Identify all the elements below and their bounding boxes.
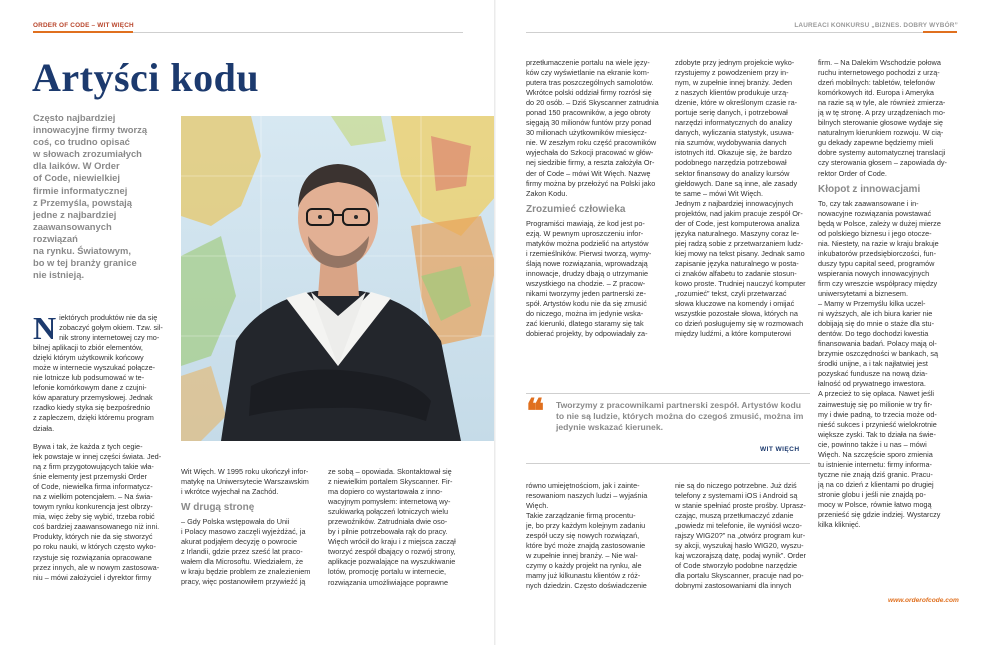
text-line: sy akcji, wyszukaj hasło WIG20, wyszu- bbox=[675, 541, 804, 551]
text-line: firm czy wreszcie współpracy między bbox=[818, 278, 938, 288]
text-line: inkubatorów przedsiębiorczości, fun- bbox=[818, 248, 937, 258]
text-line: lefonie komórkowym dane z czujni- bbox=[33, 383, 147, 393]
text-line: w kraju będzie problem ze znalezieniem bbox=[181, 567, 311, 577]
text-line: lotów, promocję portalu w internecie, bbox=[328, 567, 447, 577]
lead-line: coś, co trudno opisać bbox=[33, 136, 130, 148]
text-line: zobaczyć gołym okiem. Tzw. sil- bbox=[59, 323, 163, 333]
text-line: Produkty, których nie da się stworzyć bbox=[33, 532, 153, 542]
text-line: dzeń mobilnych: tabletów, telefonów bbox=[818, 78, 935, 88]
text-line: środki unijne, a i tak najłatwiej jest bbox=[818, 359, 928, 369]
lead-line: nie istnieją. bbox=[33, 269, 85, 281]
lead-line: firmie informatycznej bbox=[33, 184, 128, 196]
text-line: bilnej aplikacji to zbiór elementów, bbox=[33, 343, 143, 353]
text-line: w stanie spełniać proste prośby. Uprasz- bbox=[675, 501, 806, 511]
quote-mark-icon: ❝ bbox=[526, 394, 545, 431]
text-line: wszystkie pozostałe słowa, których na bbox=[675, 309, 798, 319]
text-line: der of Code, jest komputerowa analiza bbox=[675, 218, 800, 228]
lead-line: dla laików. W Order bbox=[33, 160, 120, 172]
text-line: pozyskać fundusze na nową dzia- bbox=[818, 369, 928, 379]
text-line: rzystuje się rozwiązania opracowane bbox=[33, 552, 152, 562]
text-line: ruchu internetowego pochodzi z urzą- bbox=[818, 68, 940, 78]
text-line: projektów, nad jakim pracuje zespół Or- bbox=[675, 208, 803, 218]
text-line: my i dwie padną, to trzecia może od- bbox=[818, 409, 937, 419]
text-line: dzięki którym użytkownik końcowy bbox=[33, 353, 144, 363]
drop-cap: N bbox=[33, 310, 57, 346]
text-line: tyczne nie znają dziś granic. Pracu- bbox=[818, 469, 933, 479]
subheading-w-druga-strone: W drugą stronę bbox=[181, 502, 255, 514]
text-line: nej siedzibie firmy, a reszta założyła Or- bbox=[526, 158, 655, 168]
text-line: wałem dla Microsoftu. Wiedziałem, że bbox=[181, 557, 304, 567]
text-line: ci znaków alfabetu to zadanie stosun- bbox=[675, 268, 797, 278]
text-line: uniwersytetami a biznesem. bbox=[818, 288, 909, 298]
text-line: Wkrótce polski oddział firmy rozrósł się bbox=[526, 88, 652, 98]
text-line: Takie zarządzanie firmą procentu- bbox=[526, 511, 636, 521]
text-line: ną z firm przygotowujących takie wła- bbox=[33, 462, 154, 472]
text-line: równo umiejętnościom, jak i zainte- bbox=[526, 481, 640, 490]
text-line: działa. bbox=[33, 423, 55, 433]
text-line: słowa kluczowe na komendy i omijać bbox=[675, 299, 795, 309]
text-line: nia szumów, wydobywania danych bbox=[675, 138, 787, 148]
text-line: duszy typu capital seed, programów bbox=[818, 258, 935, 268]
text-line: wacyjnym pomysłem: internetową wy- bbox=[328, 497, 451, 507]
text-line: sięgają 30 milionów funtów przy ponad bbox=[526, 118, 652, 128]
text-line: bilnych sterowanie głosowe wydaje się bbox=[818, 118, 943, 128]
text-line: na z wielkim potencjałem. – Na świa- bbox=[33, 492, 153, 502]
pullquote-rule-bottom bbox=[526, 463, 810, 464]
text-line: nie. W zeszłym roku część pracowników bbox=[526, 138, 657, 148]
text-line: czymy o każdy projekt na rynku, ale bbox=[526, 561, 642, 571]
text-line: kilka kliknięć. bbox=[818, 520, 861, 530]
text-line: przetłumaczenie portalu na wiele języ- bbox=[526, 58, 650, 67]
text-line: ze sobą – opowiada. Skontaktował się bbox=[328, 467, 452, 476]
text-line: dobre systemy automatycznej translacji bbox=[818, 148, 946, 158]
text-line: nieść sukces i przynieść wielokrotnie bbox=[818, 419, 937, 429]
text-line: matyków można podzielić na artystów bbox=[526, 238, 649, 248]
text-line: ków czy wyświetlanie na ekranie kom- bbox=[526, 68, 650, 78]
text-line: dobnymi zastosowaniami dla innych bbox=[675, 581, 792, 591]
text-line: der of Code – mówi Wit Więch. Nazwę bbox=[526, 168, 651, 178]
text-line: większe zyski. Tak to działa na świe- bbox=[818, 429, 936, 439]
text-line: Wit Więch. W 1995 roku ukończył infor- bbox=[181, 467, 309, 476]
article-title: Artyści kodu bbox=[32, 55, 260, 100]
text-line: z zapleczem, dzięki któremu program bbox=[33, 413, 154, 423]
text-line: nia. Niestety, na razie w kraju brakuje bbox=[818, 238, 939, 248]
text-line: będą w Polsce, zależy w dużej mierze bbox=[818, 218, 941, 228]
text-line: przenieść się gdzie indziej. Wystarczy bbox=[818, 510, 941, 520]
text-line: aplikacje pozwalające na wyszukiwanie bbox=[328, 557, 456, 567]
text-line: by i pilnie potrzebowała rąk do pracy. bbox=[328, 527, 448, 537]
text-line: narzędzi informatycznych do analizy bbox=[675, 118, 793, 128]
text-line: zać kierunki, dlatego staramy się tak bbox=[526, 319, 644, 329]
text-line: spół. Artystów kodu nie da się zmusić bbox=[526, 299, 647, 309]
text-line: komórkowych itd. Europa i Ameryka bbox=[818, 88, 934, 98]
text-line: ni wyższych, ale ich biura karier nie bbox=[818, 309, 933, 319]
header-accent-right bbox=[923, 31, 957, 33]
text-line: które być może znajdą zastosowanie bbox=[526, 541, 646, 551]
text-line: coś bardziej zaawansowanego niż inni. bbox=[33, 522, 160, 532]
text-line: wspierania nowych innowacyjnych bbox=[818, 268, 930, 278]
text-column-4-top bbox=[526, 58, 666, 339]
text-line: ezją. W pewnym uproszczeniu infor- bbox=[526, 228, 644, 238]
text-line: danych, wyliczania statystyk, usuwa- bbox=[675, 128, 794, 138]
text-line: zapisanie języka naturalnego w posta- bbox=[675, 258, 799, 268]
text-line: kowo proste. Trudniej nauczyć komputer bbox=[675, 279, 806, 289]
text-line: nym, w zupełnie innej branży. Jeden bbox=[675, 78, 793, 88]
text-line: łek powstaje w innej części świata. Jed- bbox=[33, 452, 162, 462]
header-accent-left bbox=[33, 31, 133, 33]
text-line: akurat podjąłem decyzję o powrocie bbox=[181, 537, 298, 547]
text-line: po roku nauki, w których często wyko- bbox=[33, 542, 156, 552]
text-line: przez innych, ale w nowym zastosowa- bbox=[33, 562, 160, 572]
text-line: matykę na Uniwersytecie Warszawskim bbox=[181, 477, 309, 487]
text-line: od polskiego biznesu i jego otocze- bbox=[818, 228, 932, 238]
text-line: czając, muszą przetłumaczyć zdanie bbox=[675, 511, 794, 521]
text-line: dobijają się do mnie o staże dla stu- bbox=[818, 319, 935, 329]
text-line: gu dekady zapewne będziemy mieli bbox=[818, 138, 934, 148]
text-line: przewoźników. Zatrudniała dwie oso- bbox=[328, 517, 448, 527]
text-line: Bywa i tak, że każda z tych cegie- bbox=[33, 442, 143, 451]
text-column-5-bottom bbox=[675, 481, 810, 592]
text-column-5-top bbox=[675, 58, 810, 339]
text-line: ków aparatury przemysłowej. Jednak bbox=[33, 393, 153, 403]
text-line: towym rynku konkurencja jest olbrzy- bbox=[33, 502, 153, 512]
text-line: Zakon Kodu. bbox=[526, 188, 568, 198]
text-column-6 bbox=[818, 58, 960, 530]
text-line: rzystujemy z powodzeniem przy in- bbox=[675, 68, 789, 78]
text-line: finansowania badań. Polacy mają ol- bbox=[818, 339, 937, 349]
text-line: do niczego, można im jedynie wska- bbox=[526, 309, 644, 319]
text-column-1-top bbox=[33, 310, 173, 434]
text-line: dobierać projekty, by odpowiadały za- bbox=[526, 329, 648, 339]
text-column-1-bottom bbox=[33, 442, 173, 583]
text-line: firmy można by przełożyć na Polski jako bbox=[526, 178, 656, 188]
lead-line: zaawansowanych bbox=[33, 220, 112, 232]
text-line: To, czy tak zaawansowane i in- bbox=[818, 198, 919, 208]
text-line: „powiedz mi telefonie, ile wyniósł wczo- bbox=[675, 521, 802, 531]
pullquote-text: Tworzymy z pracownikami partnerski zespół. Artystów kodu to nie są ludzie, których można do czegoś zmusić, można im jedynie wskazać kierunek. bbox=[556, 400, 804, 432]
text-column-2 bbox=[181, 467, 321, 587]
text-line: nikami tworzymy jeden partnerski ze- bbox=[526, 288, 647, 298]
text-line: nowacyjne rozwiązania powstawać bbox=[818, 208, 932, 218]
text-line: putera tras poszczególnych samolotów. bbox=[526, 78, 654, 88]
text-line: istotnych itd. Okazuje się, że bardzo bbox=[675, 148, 792, 158]
lead-line: bo w tej branży granice bbox=[33, 257, 137, 269]
text-line: „rozumieć” tekst, czyli przetwarzać bbox=[675, 289, 787, 299]
lead-line: Często najbardziej bbox=[33, 112, 116, 123]
text-line: dentów. Do tego dochodzi kwestia bbox=[818, 329, 929, 339]
text-line: i wkrótce wyjechał na Zachód. bbox=[181, 487, 279, 497]
text-line: te same – mówi Wit Więch. bbox=[675, 188, 763, 198]
text-line: rektor Order of Code. bbox=[818, 168, 887, 178]
text-line: brzymie oszczędności w bankach, są bbox=[818, 349, 939, 359]
text-line: i Polacy masowo zaczęli wyjeżdżać, ja bbox=[181, 527, 306, 537]
text-line: kiej mowy na tekst pisany. Jednak samo bbox=[675, 248, 805, 258]
portrait-illustration bbox=[181, 116, 496, 441]
text-line: podobnego narzędzia potrzebował bbox=[675, 158, 787, 168]
website-link[interactable]: www.orderofcode.com bbox=[888, 597, 959, 604]
text-line: z niewielkim portalem Skyscanner. Fir- bbox=[328, 477, 453, 487]
text-line: nych dziedzin. Często doświadczenie bbox=[526, 581, 647, 591]
lead-line: rozwiązań bbox=[33, 232, 78, 244]
header-rule-right bbox=[526, 32, 956, 33]
text-line: rzadko kiedy styka się bezpośrednio bbox=[33, 403, 151, 413]
text-line: wszystkiego na chodzie. – Z pracow- bbox=[526, 278, 646, 288]
text-line: mocy w Polsce, równie łatwo mogą bbox=[818, 499, 932, 509]
lead-line: of Code, niewielkiej bbox=[33, 172, 120, 184]
text-line: Więch wrócił do kraju i z miejsca zaczął bbox=[328, 537, 456, 547]
text-line: ponad 150 pracowników, a jego obroty bbox=[526, 108, 651, 118]
text-line: resowaniom naszych ludzi – wyjaśnia bbox=[526, 491, 648, 501]
text-line: dzenie, które w określonym czasie ra- bbox=[675, 98, 798, 108]
running-header-left: ORDER OF CODE – WIT WIĘCH bbox=[33, 22, 134, 29]
text-line: śnie elementy jest przemyski Order bbox=[33, 472, 147, 482]
subheading-zrozumiec-czlowieka: Zrozumieć człowieka bbox=[526, 203, 626, 215]
text-line: Programiści mawiają, że kod jest po- bbox=[526, 218, 645, 228]
text-line: je, bo przy każdym kolejnym zadaniu bbox=[526, 521, 646, 531]
text-line: rozwiązania umożliwiające poprawne bbox=[328, 577, 449, 587]
text-line: ślają nowe rozwiązania, wprowadzają bbox=[526, 258, 648, 268]
text-line: pracy, więc postanowiłem przywieźć ją bbox=[181, 577, 306, 587]
text-line: rajszy WIG20?” na „otwórz program kur- bbox=[675, 531, 806, 541]
text-line: może w internecie wyszukać połącze- bbox=[33, 363, 156, 373]
text-line: sektor finansowy do analizy kursów bbox=[675, 168, 790, 178]
text-line: w zupełnie innej branży. – Nie wal- bbox=[526, 551, 638, 561]
pullquote-author: WIT WIĘCH bbox=[760, 446, 800, 453]
text-line: Więch. Na szczęście sporo zmienia bbox=[818, 449, 933, 459]
text-line: tworzyć zespół dbający o rozwój strony, bbox=[328, 547, 456, 557]
text-line: języka naturalnego. Maszyny coraz le- bbox=[675, 228, 800, 238]
lead-line: innowacyjne firmy tworzą bbox=[33, 124, 148, 136]
text-line: – Gdy Polska wstępowała do Unii bbox=[181, 517, 290, 527]
text-line: stronie globu i jeśli nie znajdą po- bbox=[818, 489, 926, 499]
text-line: zdobyte przy jednym projekcie wyko- bbox=[675, 58, 795, 67]
text-line: nik strony internetowej czy mo- bbox=[59, 333, 160, 343]
text-line: cie, powinno także i u nas – mówi bbox=[818, 439, 927, 449]
text-line: tu istnienie internetu: firmy informa- bbox=[818, 459, 932, 469]
lead-line: na rynku. Światowym, bbox=[33, 245, 131, 257]
text-line: do 20 osób. – Dziś Skyscanner zatrudnia bbox=[526, 98, 659, 108]
text-line: innowacje, drudzy dbają o utrzymanie bbox=[526, 268, 649, 278]
lead-line: z Przemyśla, powstają bbox=[33, 196, 133, 208]
text-line: ma dopiero co wystartowała z inno- bbox=[328, 487, 443, 497]
text-line: ją na co dzień z klientami po drugiej bbox=[818, 479, 934, 489]
text-line: telefony z systemami iOS i Android są bbox=[675, 491, 798, 501]
text-column-3 bbox=[328, 467, 468, 588]
text-line: na razie są w tyle, ale również zmierza- bbox=[818, 98, 946, 108]
text-line: of Code stworzyło podobne narzędzie bbox=[675, 561, 798, 571]
text-line: co dzień posługujemy się w rozmowach bbox=[675, 319, 804, 329]
text-line: Jednym z najbardziej innowacyjnych bbox=[675, 198, 794, 208]
text-line: zainwestuję się po milionie w try fir- bbox=[818, 399, 933, 409]
text-line: – Mamy w Przemyślu kilka uczel- bbox=[818, 299, 926, 309]
lead-line: jedne z najbardziej bbox=[33, 208, 117, 220]
text-line: firm. – Na Dalekim Wschodzie połowa bbox=[818, 58, 941, 67]
text-line: 30 milionach użytkowników miesięcz- bbox=[526, 128, 647, 138]
text-line: zespół uczy się nowych rozwiązań, bbox=[526, 531, 640, 541]
text-line: naturalnym kierunkiem rozwoju. W cią- bbox=[818, 128, 944, 138]
text-line: piej radzą sobie z przetwarzaniem ludz- bbox=[675, 238, 804, 248]
text-line: Więch. bbox=[526, 501, 549, 511]
text-column-4-bottom bbox=[526, 481, 666, 592]
text-line: między ludźmi, a które komputerowi bbox=[675, 329, 791, 339]
text-line: nie są do niczego potrzebne. Już dziś bbox=[675, 481, 797, 490]
text-line: mia, więc żeby się wybić, trzeba robić bbox=[33, 512, 155, 522]
text-line: z Irlandii, gdzie przez sześć lat praco- bbox=[181, 547, 303, 557]
text-line: A przecież to się opłaca. Nawet jeśli bbox=[818, 389, 934, 399]
text-line: niu – mówi założyciel i dyrektor firmy bbox=[33, 572, 152, 582]
running-header-right: LAUREACI KONKURSU „BIZNES. DOBRY WYBÓR” bbox=[794, 22, 958, 29]
text-line: giełdowych. Dane są inne, ale zasady bbox=[675, 178, 798, 188]
text-line: i rzemieślników. Pierwsi tworzą, wymy- bbox=[526, 248, 652, 258]
text-line: szukiwarką połączeń lotniczych wielu bbox=[328, 507, 449, 517]
portrait-photo bbox=[181, 116, 496, 441]
lead-line: w słowach zrozumiałych bbox=[33, 148, 142, 160]
pullquote-rule-top bbox=[526, 393, 810, 394]
text-line: wyjechała do Szkocji pracować w głów- bbox=[526, 148, 654, 158]
text-line: czy sterowania głosem – zapowiada dy- bbox=[818, 158, 947, 168]
text-line: ją w tę stronę. A przy urządzeniach mo- bbox=[818, 108, 946, 118]
text-line: mamy już kilkunastu klientów z róż- bbox=[526, 571, 641, 581]
text-line: z naszych klientów produkuje urzą- bbox=[675, 88, 789, 98]
subheading-klopot-z-innowacjami: Kłopot z innowacjami bbox=[818, 183, 921, 195]
text-line: łalność od prywatnego inwestora. bbox=[818, 379, 926, 389]
text-line: of Code, niewielka firma informatycz- bbox=[33, 482, 153, 492]
text-line: iektórych produktów nie da się bbox=[59, 313, 158, 322]
text-line: kaj wczorajszą datę, podaj wynik”. Order bbox=[675, 551, 806, 561]
article-lead bbox=[33, 112, 173, 281]
text-line: portuje serię danych, i potrzebował bbox=[675, 108, 788, 118]
text-line: nie lotnicze lub podsumować w te- bbox=[33, 373, 145, 383]
text-line: dla portalu Skyscanner, pracuje nad po- bbox=[675, 571, 804, 581]
